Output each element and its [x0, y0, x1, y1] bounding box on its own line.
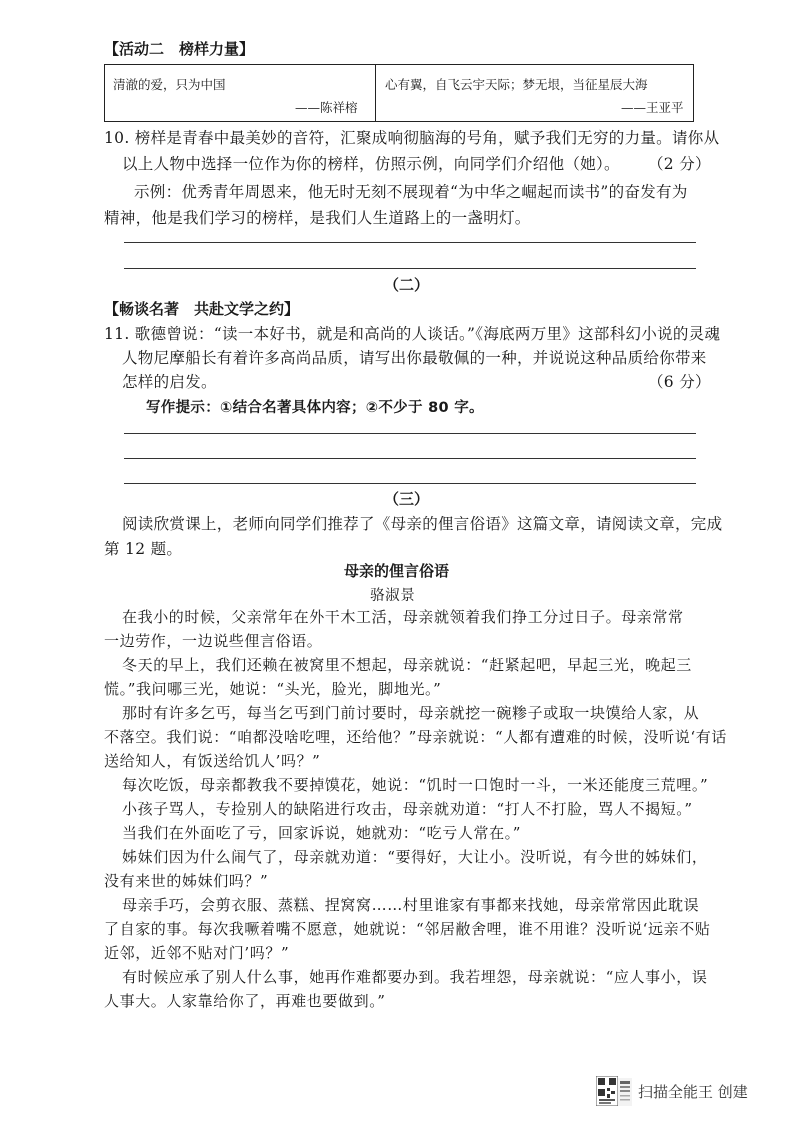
article-line: 近邻，近邻不贴对门’吗？”	[104, 944, 290, 962]
article-line: 有时候应承了别人什么事，她再作难都要办到。我若埋怨，母亲就说：“应人事小，误	[122, 968, 708, 986]
article-line: 那时有许多乞丐，每当乞丐到门前讨要时，母亲就挖一碗糁子或取一块馍给人家，从	[122, 704, 700, 722]
q11-line3: 怎样的启发。	[122, 373, 217, 391]
article-line: 每次吃饭，母亲都教我不要掉馍花，她说：“饥时一口饱时一斗，一米还能度三荒哩。”	[122, 776, 709, 794]
article-line: 姊妹们因为什么闹气了，母亲就劝道：“要得好，大让小。没听说，有今世的姊妹们，	[122, 848, 708, 866]
answer-line[interactable]	[124, 242, 696, 243]
scanner-watermark	[596, 1074, 786, 1110]
article-line: 一边劳作，一边说些俚言俗语。	[104, 632, 323, 650]
article-author: 骆淑景	[370, 588, 416, 604]
answer-line[interactable]	[124, 433, 696, 434]
q10-example-line2: 精神，他是我们学习的榜样，是我们人生道路上的一盏明灯。	[104, 209, 531, 227]
article-line: 了自家的事。每次我噘着嘴不愿意，她就说：“邻居敝舍哩，谁不用谁？没听说‘远亲不贴	[104, 920, 711, 938]
answer-line[interactable]	[124, 483, 696, 484]
q10-score: （2 分）	[648, 155, 711, 173]
section2-label: （二）	[384, 276, 430, 294]
quote-table	[104, 64, 694, 122]
article-line: 母亲手巧，会剪衣服、蒸糕、捏窝窝……村里谁家有事都来找她，母亲常常因此耽误	[122, 896, 700, 914]
qr-code-icon	[596, 1076, 618, 1106]
section3-intro-line2: 第 12 题。	[104, 540, 183, 558]
activity2-header: 【活动二 榜样力量】	[104, 40, 255, 58]
article-line: 当我们在外面吃了亏，回家诉说，她就劝：“吃亏人常在。”	[122, 824, 522, 842]
article-line: 小孩子骂人，专捡别人的缺陷进行攻击，母亲就劝道：“打人不打脸，骂人不揭短。”	[122, 800, 693, 818]
article-line: 冬天的早上，我们还赖在被窝里不想起，母亲就说：“赶紧起吧，早起三光，晚起三	[122, 656, 692, 674]
answer-line[interactable]	[124, 268, 696, 269]
q11-hint: 写作提示：①结合名著具体内容；②不少于 80 字。	[146, 400, 484, 416]
article-line: 慌。”我问哪三光，她说：“头光，脸光，脚地光。”	[104, 680, 442, 698]
section3-intro-line1: 阅读欣赏课上，老师向同学们推荐了《母亲的俚言俗语》这篇文章，请阅读文章，完成	[122, 515, 723, 533]
camscanner-logo-icon	[618, 1078, 632, 1106]
right-author: ——王亚平	[621, 100, 684, 115]
q10-example-line1: 示例：优秀青年周恩来，他无时无刻不展现着“为中华之崛起而读书”的奋发有为	[134, 183, 688, 201]
article-line: 不落空。我们说：“咱都没啥吃哩，还给他？”母亲就说：“人都有遭难的时候，没听说‘有话	[104, 728, 727, 746]
article-line: 送给知人，有饭送给饥人’吗？”	[104, 752, 321, 770]
q11-score: （6 分）	[648, 373, 711, 391]
section3-label: （三）	[384, 490, 430, 508]
left-author: ——陈祥榕	[295, 100, 358, 115]
right-quote: 心有翼，自飞云宇天际；梦无垠，当征星辰大海	[385, 77, 648, 92]
article-title: 母亲的俚言俗语	[344, 562, 450, 580]
q11-line1: 11. 歌德曾说：“读一本好书，就是和高尚的人谈话。”《海底两万里》这部科幻小说的灵魂	[104, 325, 721, 343]
watermark-text: 扫描全能王 创建	[638, 1083, 748, 1101]
article-line: 没有来世的姊妹们吗？”	[104, 872, 269, 890]
table-divider	[375, 65, 376, 121]
q10-line1: 10. 榜样是青春中最美妙的音符，汇聚成响彻脑海的号角，赋予我们无穷的力量。请你从	[104, 129, 720, 147]
article-line: 在我小的时候，父亲常年在外干木工活，母亲就领着我们挣工分过日子。母亲常常	[122, 608, 684, 626]
section2-header: 【畅谈名著 共赴文学之约】	[104, 300, 300, 318]
answer-line[interactable]	[124, 458, 696, 459]
q10-line2: 以上人物中选择一位作为你的榜样，仿照示例，向同学们介绍他（她）。	[122, 155, 620, 173]
q11-line2: 人物尼摩船长有着许多高尚品质，请写出你最敬佩的一种，并说说这种品质给你带来	[122, 349, 707, 367]
left-quote: 清澈的爱，只为中国	[113, 77, 226, 92]
article-line: 人事大。人家靠给你了，再难也要做到。”	[104, 992, 386, 1010]
